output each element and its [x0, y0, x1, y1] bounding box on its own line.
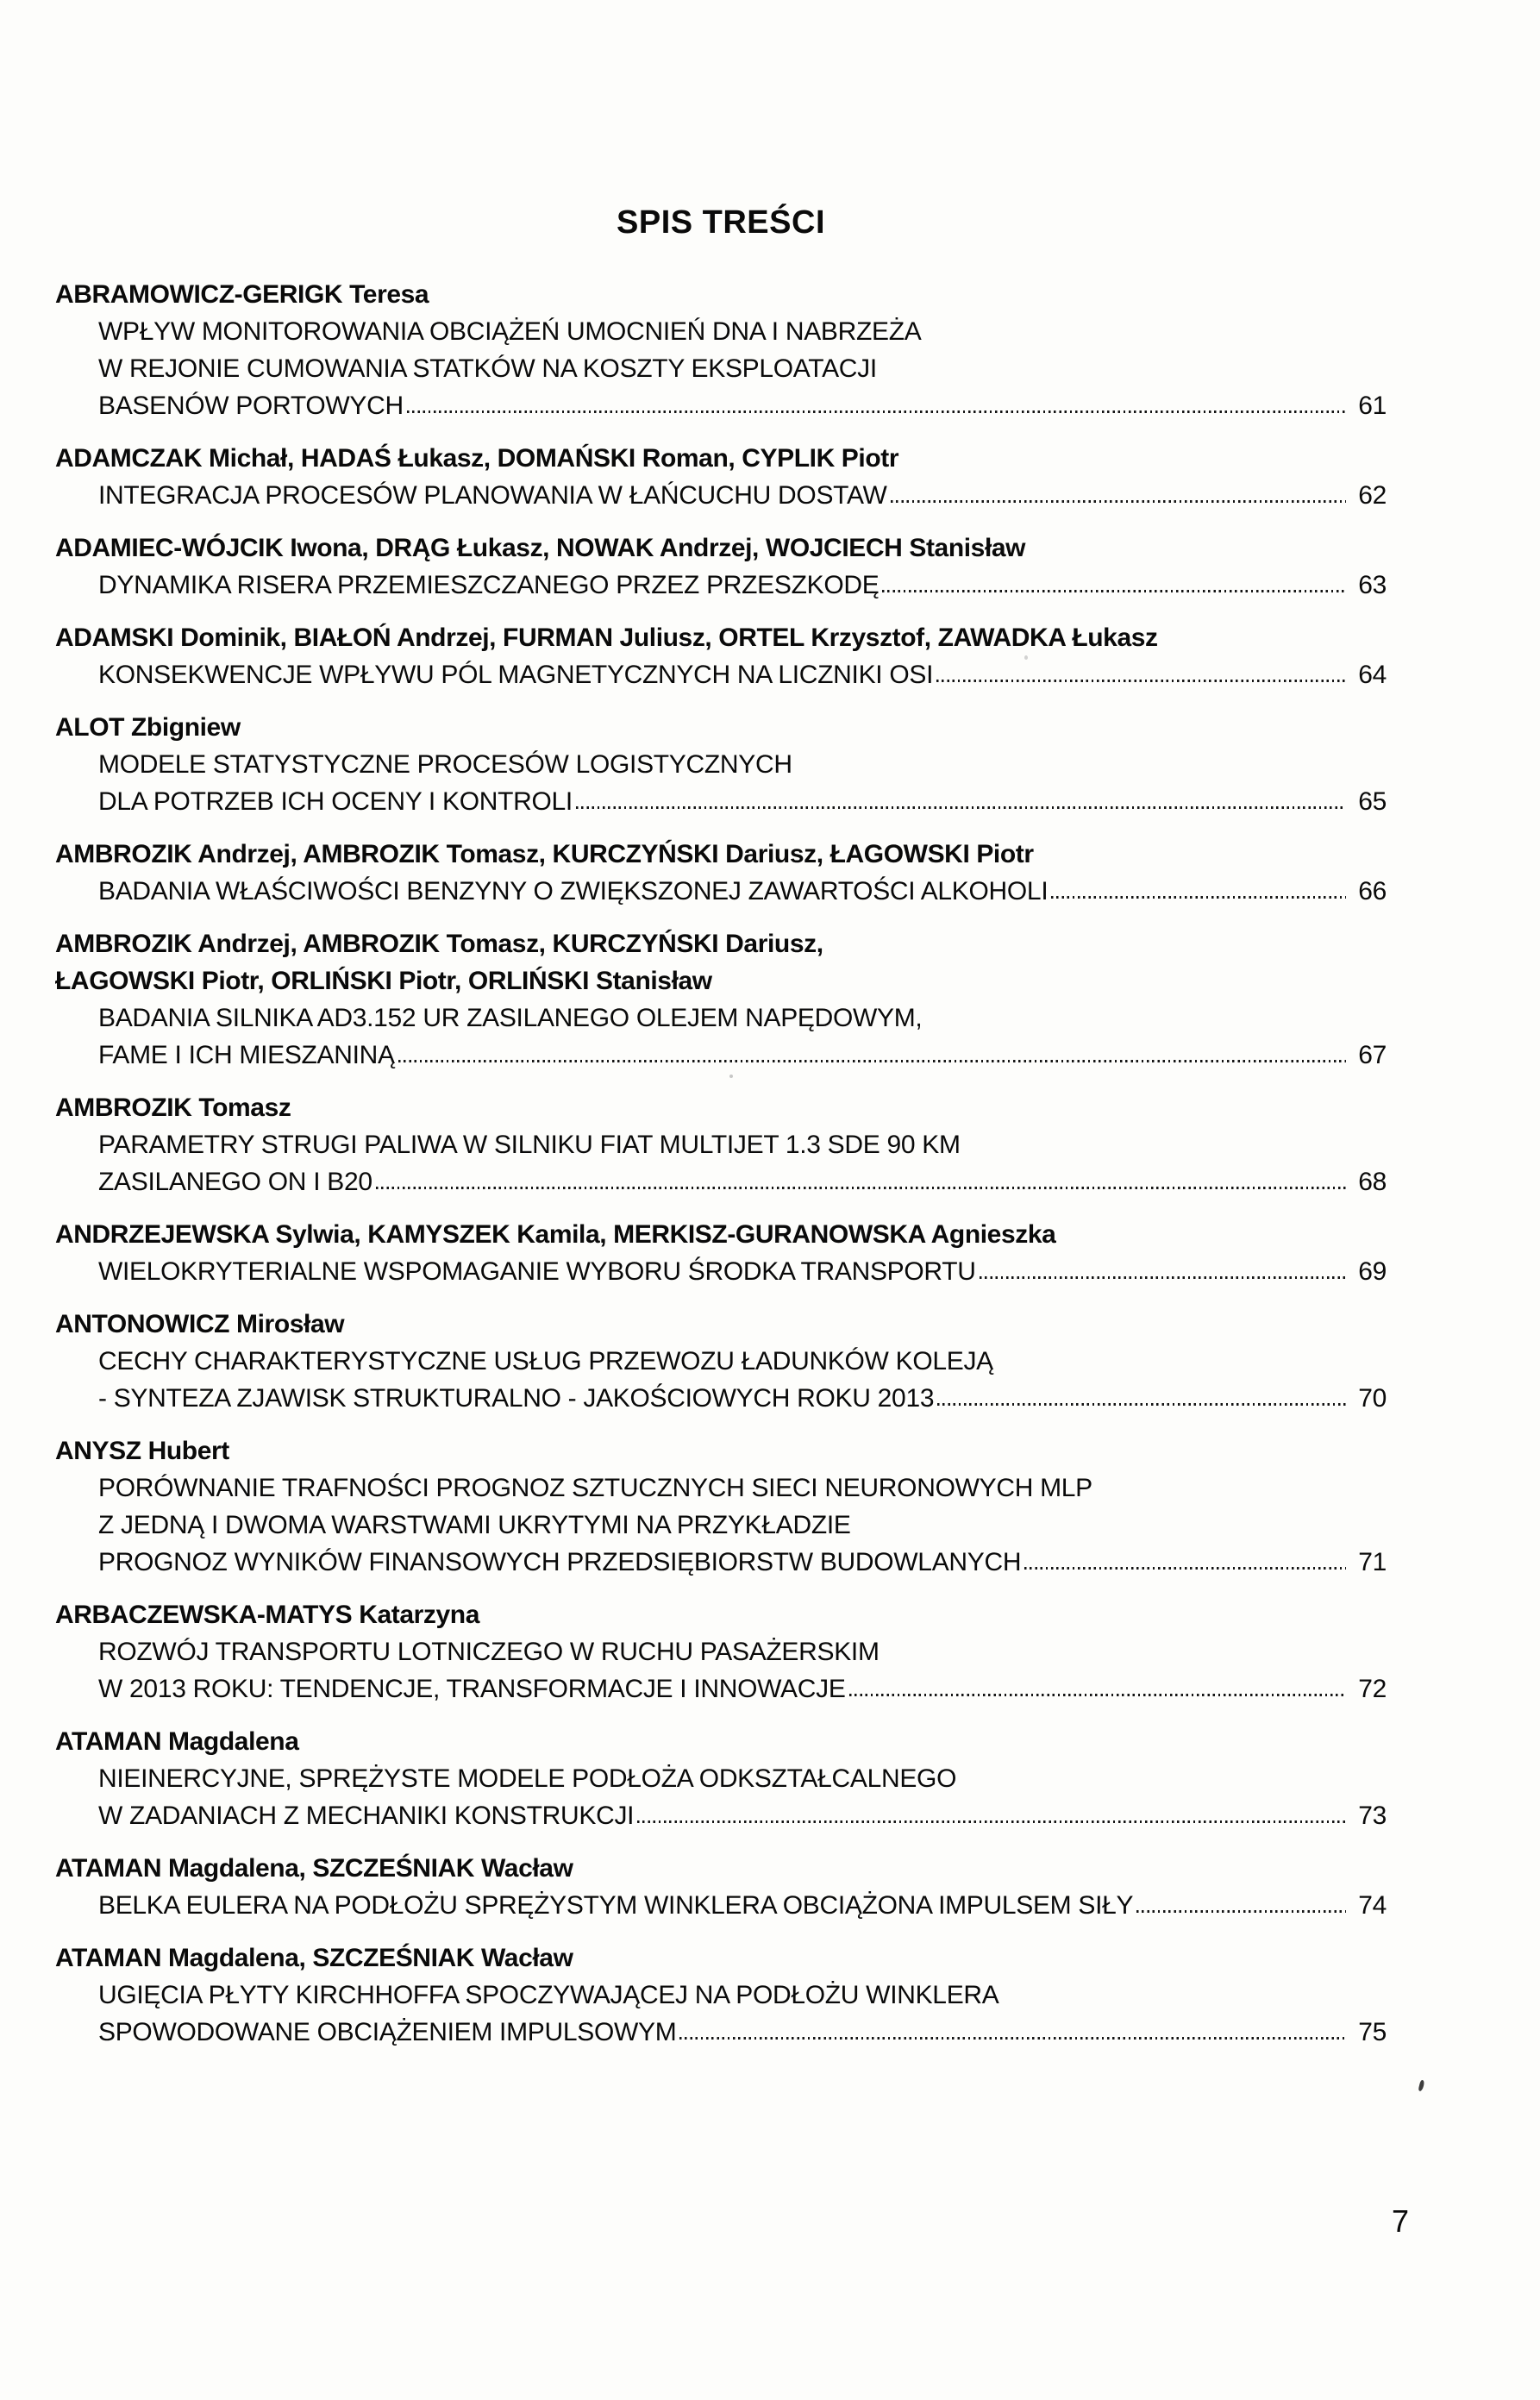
entry-title-text: FAME I ICH MIESZANINĄ	[98, 1041, 395, 1069]
entry-title-text: W REJONIE CUMOWANIA STATKÓW NA KOSZTY EKSPLOATACJI	[98, 354, 877, 383]
toc-entry	[55, 1723, 1387, 1834]
entry-title-text: WPŁYW MONITOROWANIA OBCIĄŻEŃ UMOCNIEŃ DNA I NABRZEŻA	[98, 317, 922, 346]
entry-title-line	[55, 567, 1387, 604]
page-title: SPIS TREŚCI	[617, 204, 825, 241]
toc-entry	[55, 1596, 1387, 1708]
entry-title-line	[55, 1797, 1387, 1834]
entry-title-text: PORÓWNANIE TRAFNOŚCI PROGNOZ SZTUCZNYCH SIECI NEURONOWYCH MLP	[98, 1474, 1092, 1502]
entry-page-number: 69	[1358, 1257, 1387, 1286]
entry-page-number: 65	[1358, 787, 1387, 816]
scan-speck	[1024, 655, 1028, 660]
toc-entry	[55, 440, 1387, 514]
entry-title-text: SPOWODOWANE OBCIĄŻENIEM IMPULSOWYM	[98, 2018, 677, 2046]
entry-author-line: AMBROZIK Tomasz	[55, 1093, 291, 1122]
entry-page-number: 68	[1358, 1168, 1387, 1196]
entry-title-line	[55, 1037, 1387, 1074]
entry-title-text: ZASILANEGO ON I B20	[98, 1168, 372, 1196]
entry-title-line	[55, 999, 1387, 1037]
entry-author-line: ANYSZ Hubert	[55, 1437, 229, 1465]
entry-title-line	[55, 1887, 1387, 1924]
entry-author-line: ADAMSKI Dominik, BIAŁOŃ Andrzej, FURMAN Juliusz, ORTEL Krzysztof, ZAWADKA Łukasz	[55, 623, 1158, 652]
entry-title-text: W 2013 ROKU: TENDENCJE, TRANSFORMACJE I INNOWACJE	[98, 1675, 846, 1703]
entry-page-number: 67	[1358, 1041, 1387, 1069]
entry-author-line: ABRAMOWICZ-GERIGK Teresa	[55, 280, 429, 309]
entry-author-line: ANTONOWICZ Mirosław	[55, 1310, 345, 1338]
entry-page-number: 73	[1358, 1802, 1387, 1830]
entry-title-line	[55, 1544, 1387, 1581]
entry-author-line: AMBROZIK Andrzej, AMBROZIK Tomasz, KURCZYŃSKI Dariusz, ŁAGOWSKI Piotr	[55, 840, 1034, 868]
entry-author-line: ADAMCZAK Michał, HADAŚ Łukasz, DOMAŃSKI Roman, CYPLIK Piotr	[55, 444, 899, 473]
entry-title-text: BADANIA WŁAŚCIWOŚCI BENZYNY O ZWIĘKSZONEJ ZAWARTOŚCI ALKOHOLI	[98, 877, 1049, 905]
entry-title-text: W ZADANIACH Z MECHANIKI KONSTRUKCJI	[98, 1802, 635, 1830]
entry-title-line	[55, 1633, 1387, 1670]
entry-page-number: 64	[1358, 661, 1387, 689]
entry-page-number: 72	[1358, 1675, 1387, 1703]
entry-title-line	[55, 1507, 1387, 1544]
entry-title-text: BELKA EULERA NA PODŁOŻU SPRĘŻYSTYM WINKLERA OBCIĄŻONA IMPULSEM SIŁY	[98, 1891, 1134, 1920]
entry-author-line: ANDRZEJEWSKA Sylwia, KAMYSZEK Kamila, MERKISZ-GURANOWSKA Agnieszka	[55, 1220, 1056, 1249]
toc-entry	[55, 1850, 1387, 1924]
entry-title-line	[55, 1380, 1387, 1417]
entry-title-text: UGIĘCIA PŁYTY KIRCHHOFFA SPOCZYWAJĄCEJ NA PODŁOŻU WINKLERA	[98, 1981, 999, 2009]
entry-title-text: PROGNOZ WYNIKÓW FINANSOWYCH PRZEDSIĘBIORSTW BUDOWLANYCH	[98, 1548, 1022, 1576]
entry-title-text: BADANIA SILNIKA AD3.152 UR ZASILANEGO OLEJEM NAPĘDOWYM,	[98, 1004, 923, 1032]
entry-author-line: ARBACZEWSKA-MATYS Katarzyna	[55, 1601, 480, 1629]
entry-title-line	[55, 746, 1387, 783]
entry-title-line	[55, 1343, 1387, 1380]
toc-entries	[55, 276, 1387, 2051]
entry-title-text: MODELE STATYSTYCZNE PROCESÓW LOGISTYCZNYCH	[98, 750, 792, 779]
entry-title-line	[55, 387, 1387, 424]
entry-title-text: - SYNTEZA ZJAWISK STRUKTURALNO - JAKOŚCIOWYCH ROKU 2013	[98, 1384, 935, 1413]
toc-entry	[55, 1216, 1387, 1290]
entry-title-line	[55, 656, 1387, 693]
entry-title-line	[55, 350, 1387, 387]
scan-speck	[729, 1075, 733, 1078]
entry-author-line: ATAMAN Magdalena, SZCZEŚNIAK Wacław	[55, 1944, 573, 1972]
entry-title-line	[55, 1977, 1387, 2014]
entry-page-number: 75	[1358, 2018, 1387, 2046]
toc-entry	[55, 530, 1387, 604]
entry-page-number: 74	[1358, 1891, 1387, 1920]
entry-title-line	[55, 1670, 1387, 1708]
entry-title-text: INTEGRACJA PROCESÓW PLANOWANIA W ŁAŃCUCHU DOSTAW	[98, 481, 887, 510]
entry-page-number: 66	[1358, 877, 1387, 905]
toc-entry	[55, 276, 1387, 424]
entry-author-line: ATAMAN Magdalena, SZCZEŚNIAK Wacław	[55, 1854, 573, 1883]
entry-author-line: ŁAGOWSKI Piotr, ORLIŃSKI Piotr, ORLIŃSKI Stanisław	[55, 967, 712, 995]
entry-title-text: KONSEKWENCJE WPŁYWU PÓL MAGNETYCZNYCH NA LICZNIKI OSI	[98, 661, 934, 689]
entry-title-line	[55, 783, 1387, 820]
entry-title-line	[55, 1469, 1387, 1507]
entry-title-line	[55, 873, 1387, 910]
entry-title-line	[55, 1760, 1387, 1797]
toc-entry	[55, 836, 1387, 910]
entry-author-line: AMBROZIK Andrzej, AMBROZIK Tomasz, KURCZYŃSKI Dariusz,	[55, 930, 823, 958]
toc-entry	[55, 709, 1387, 820]
entry-title-text: PARAMETRY STRUGI PALIWA W SILNIKU FIAT MULTIJET 1.3 SDE 90 KM	[98, 1131, 961, 1159]
entry-title-text: DLA POTRZEB ICH OCENY I KONTROLI	[98, 787, 573, 816]
entry-page-number: 71	[1358, 1548, 1387, 1576]
entry-title-text: DYNAMIKA RISERA PRZEMIESZCZANEGO PRZEZ PRZESZKODĘ	[98, 571, 880, 599]
entry-title-text: NIEINERCYJNE, SPRĘŻYSTE MODELE PODŁOŻA ODKSZTAŁCALNEGO	[98, 1764, 957, 1793]
entry-title-line	[55, 1163, 1387, 1200]
entry-title-text: Z JEDNĄ I DWOMA WARSTWAMI UKRYTYMI NA PRZYKŁADZIE	[98, 1511, 851, 1539]
entry-title-text: WIELOKRYTERIALNE WSPOMAGANIE WYBORU ŚRODKA TRANSPORTU	[98, 1257, 976, 1286]
entry-title-text: CECHY CHARAKTERYSTYCZNE USŁUG PRZEWOZU ŁADUNKÓW KOLEJĄ	[98, 1347, 993, 1375]
entry-title-line	[55, 2014, 1387, 2051]
entry-title-line	[55, 1253, 1387, 1290]
folio-page-number: 7	[1391, 2203, 1409, 2239]
entry-author-line: ALOT Zbigniew	[55, 713, 241, 742]
entry-title-line	[55, 477, 1387, 514]
entry-author-line: ATAMAN Magdalena	[55, 1727, 299, 1756]
entry-page-number: 63	[1358, 571, 1387, 599]
entry-title-text: ROZWÓJ TRANSPORTU LOTNICZEGO W RUCHU PASAŻERSKIM	[98, 1638, 880, 1666]
entry-page-number: 70	[1358, 1384, 1387, 1413]
toc-entry	[55, 619, 1387, 693]
toc-entry	[55, 925, 1387, 1074]
toc-entry	[55, 1939, 1387, 2051]
toc-entry	[55, 1306, 1387, 1417]
entry-title-line	[55, 313, 1387, 350]
entry-page-number: 62	[1358, 481, 1387, 510]
toc-entry	[55, 1432, 1387, 1581]
entry-title-text: BASENÓW PORTOWYCH	[98, 392, 404, 420]
entry-author-line: ADAMIEC-WÓJCIK Iwona, DRĄG Łukasz, NOWAK Andrzej, WOJCIECH Stanisław	[55, 534, 1026, 562]
entry-page-number: 61	[1358, 392, 1387, 420]
toc-entry	[55, 1089, 1387, 1200]
entry-title-line	[55, 1126, 1387, 1163]
